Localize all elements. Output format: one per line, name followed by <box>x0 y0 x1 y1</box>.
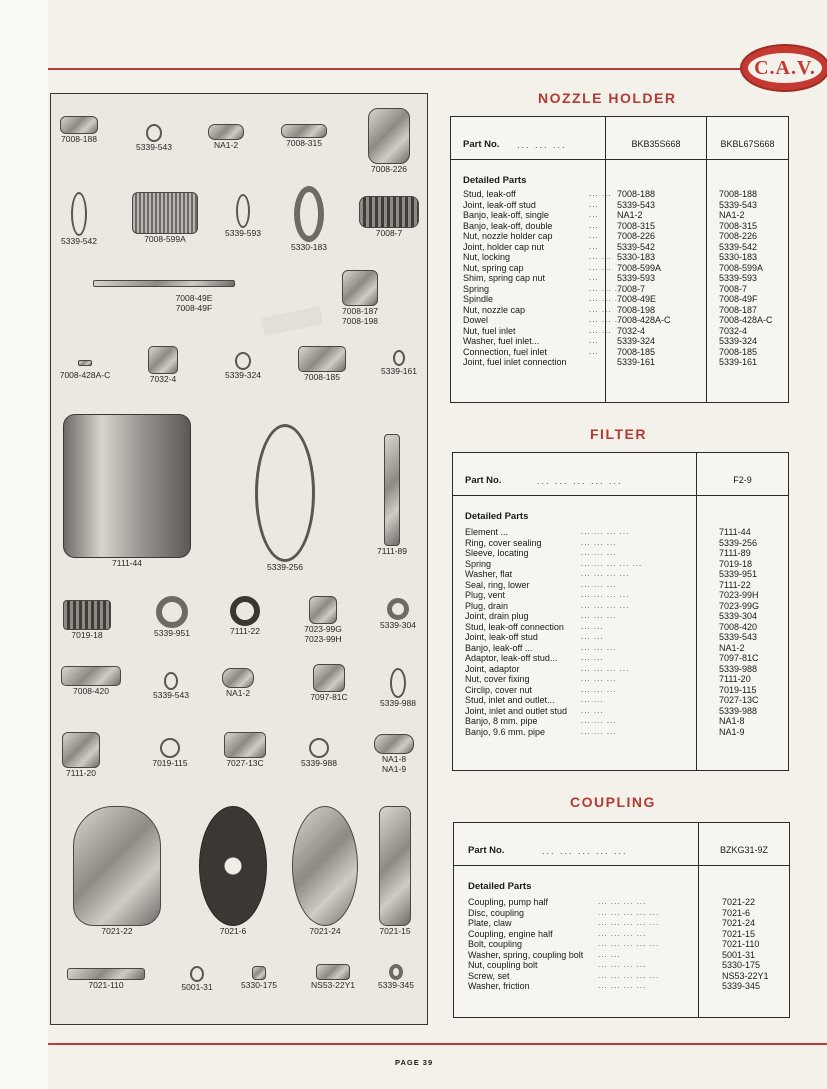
part-description: Joint, inlet and outlet stud <box>465 705 568 716</box>
part-number: 5339-324 <box>719 336 758 346</box>
part-description: Nut, spring cap <box>463 262 524 273</box>
part-description: Plate, claw <box>468 918 512 928</box>
part-number: 7008-599A <box>719 262 764 273</box>
leader-dots: ... <box>589 273 599 282</box>
table-row <box>463 210 785 221</box>
part-description: Washer, fuel inlet... <box>463 336 540 346</box>
part-photo: 5339-988 <box>293 738 345 768</box>
leader-dots: ... ... <box>589 262 612 272</box>
table-row <box>463 263 785 274</box>
part-photo: 7008-7 <box>357 196 421 238</box>
leader-dots: ... ... <box>581 705 604 715</box>
part-photo: 7111-22 <box>223 596 267 636</box>
part-number: 7032-4 <box>719 325 748 336</box>
part-photo: 5339-324 <box>219 352 267 380</box>
part-description: Nut, nozzle cap <box>463 304 526 315</box>
part-number: 7021-22 <box>722 897 756 907</box>
part-number: 5339-951 <box>719 569 758 579</box>
leader-dots: ... ... ... ... ... <box>542 846 628 856</box>
part-number: 5339-542 <box>617 241 656 252</box>
table-row <box>463 242 785 253</box>
table-row <box>468 939 786 950</box>
table-row <box>465 674 785 685</box>
leader-dots: ... ... ... ... <box>581 600 630 610</box>
part-description: Joint, drain plug <box>465 611 529 621</box>
nozzle-holder-title: NOZZLE HOLDER <box>538 90 677 106</box>
leader-dots: ... ... ... ... <box>598 928 647 938</box>
part-description: Bolt, coupling <box>468 939 523 949</box>
leader-dots: ... ... ... <box>589 283 625 293</box>
filter-canister-photo <box>63 414 191 558</box>
leader-dots: ... ... ... <box>581 726 617 736</box>
detailed-parts-label: Detailed Parts <box>468 881 532 892</box>
part-photo: 5339-161 <box>375 350 423 376</box>
part-description: Joint, holder cap nut <box>463 241 545 252</box>
table-row <box>465 706 785 717</box>
part-description: Banjo, leak-off ... <box>465 642 533 653</box>
leader-dots: ... ... <box>589 189 612 198</box>
part-description: Banjo, 9.6 mm. pipe <box>465 726 546 737</box>
table-row <box>463 200 785 211</box>
part-number: 7008-187 <box>719 304 758 315</box>
leader-dots: ... <box>589 210 599 219</box>
parts-photo-panel <box>50 93 428 1025</box>
leader-dots: ... ... ... ... <box>598 981 647 990</box>
leader-dots: ... ... ... ... <box>581 663 630 673</box>
table-row <box>463 252 785 263</box>
leader-dots: ... ... ... <box>581 642 617 652</box>
part-description: Banjo, leak-off, single <box>463 210 549 220</box>
part-photo: 7008-420 <box>59 666 123 696</box>
part-photo: 7008-315 <box>279 124 329 148</box>
part-description: Washer, flat <box>465 569 513 579</box>
part-photo: 7008-226 <box>363 108 415 174</box>
part-photo: NA1-2 <box>203 124 249 150</box>
part-number: 5001-31 <box>722 949 756 960</box>
part-photo: 7008-185 <box>295 346 349 382</box>
part-photo: 7019-115 <box>145 738 195 768</box>
part-number: 5339-304 <box>719 611 758 621</box>
part-description: Banjo, leak-off, double <box>463 220 553 231</box>
table-row <box>468 981 786 992</box>
part-number: 7019-18 <box>719 558 753 569</box>
filter-title: FILTER <box>590 426 647 442</box>
part-number: 7008-226 <box>617 231 656 241</box>
part-description: Screw, set <box>468 970 510 981</box>
part-number: 5339-593 <box>617 273 656 283</box>
table-row <box>465 643 785 654</box>
part-number: 7008-185 <box>719 346 758 357</box>
part-number: 7008-428A-C <box>617 315 671 325</box>
part-description: Nut, cover fixing <box>465 674 530 684</box>
part-description: Disc, coupling <box>468 907 525 918</box>
coupling-title: COUPLING <box>570 794 656 810</box>
nozzle-holder-rows <box>463 189 785 368</box>
part-number: 5339-543 <box>719 632 758 642</box>
part-description: Sleeve, locating <box>465 548 529 558</box>
part-number: 7008-7 <box>617 283 646 294</box>
part-number: 5339-543 <box>617 199 656 210</box>
leader-dots: ... ... ... <box>589 315 625 324</box>
top-rule <box>48 68 748 70</box>
table-row <box>463 284 785 295</box>
part-number: NA1-2 <box>719 642 745 653</box>
part-number: 7111-20 <box>719 674 751 684</box>
part-photo: 7021-6 <box>195 806 271 936</box>
part-number: 7008-428A-C <box>719 315 773 325</box>
table-row <box>468 929 786 940</box>
part-number: 7008-315 <box>617 220 656 231</box>
part-photo: 5339-951 <box>145 596 199 638</box>
part-description: Nut, coupling bolt <box>468 960 538 970</box>
leader-dots: ... <box>589 220 599 230</box>
part-photo: 7008-49E 7008-49F <box>89 280 239 313</box>
part-description: Adaptor, leak-off stud... <box>465 653 558 663</box>
part-photo: 7021-22 <box>67 806 167 936</box>
filter-table <box>452 452 789 771</box>
part-photo: 7008-188 <box>57 116 101 144</box>
part-description: Coupling, pump half <box>468 897 549 907</box>
part-photo: 7019-18 <box>59 600 115 640</box>
part-description: Nut, locking <box>463 252 511 262</box>
part-number: NA1-2 <box>617 210 643 220</box>
table-row <box>463 315 785 326</box>
leader-dots: ... ... ... ... ... <box>598 918 660 927</box>
detailed-parts-label: Detailed Parts <box>465 511 529 522</box>
part-photo: 7021-24 <box>289 806 361 936</box>
part-no-label: Part No. <box>463 139 500 150</box>
part-description: Spring <box>465 558 492 569</box>
leader-dots: ... ... ... <box>581 537 617 547</box>
table-row <box>465 569 785 580</box>
page-number: PAGE 39 <box>395 1058 434 1067</box>
table-row <box>468 897 786 908</box>
table-row <box>465 538 785 549</box>
part-photo: 5339-256 <box>247 424 323 572</box>
nozzle-holder-table <box>450 116 789 403</box>
part-number: 7008-599A <box>617 262 662 273</box>
part-photo: 5001-31 <box>173 966 221 992</box>
leader-dots: ... ... ... <box>581 611 617 620</box>
part-number: 5330-183 <box>719 252 758 262</box>
leader-dots: ... ... <box>589 325 612 335</box>
part-number: 7008-420 <box>719 621 758 632</box>
leader-dots: ... ... <box>589 252 612 261</box>
part-photo: 5339-543 <box>147 672 195 700</box>
table-row <box>468 971 786 982</box>
table-row <box>463 326 785 337</box>
leader-dots: ... ... ... ... <box>581 527 630 536</box>
part-description: Joint, leak-off stud <box>463 199 536 210</box>
part-number: 7021-24 <box>722 918 756 928</box>
table-row <box>468 960 786 971</box>
detailed-parts-label: Detailed Parts <box>463 175 527 186</box>
part-photo: 7008-599A <box>127 192 203 244</box>
leader-dots: ... <box>589 199 599 209</box>
table-row <box>465 685 785 696</box>
leader-dots: ... ... <box>581 621 604 631</box>
column-header: BKBL67S668 <box>720 139 775 149</box>
leader-dots: ... ... ... <box>581 674 617 683</box>
coupling-rows <box>468 897 786 992</box>
part-number: NA1-2 <box>719 210 745 220</box>
table-row <box>465 632 785 643</box>
coupling-table <box>453 822 790 1018</box>
part-description: Plug, vent <box>465 590 506 600</box>
part-description: Coupling, engine half <box>468 928 553 939</box>
table-row <box>463 231 785 242</box>
table-row <box>465 622 785 633</box>
filter-rows <box>465 527 785 737</box>
part-number: NA1-9 <box>719 726 745 737</box>
part-description: Dowel <box>463 315 489 325</box>
part-number: 5330-175 <box>722 960 761 970</box>
part-description: Element ... <box>465 527 509 537</box>
part-number: NS53-22Y1 <box>722 970 769 981</box>
part-photo: 7111-44 <box>59 414 195 568</box>
table-row <box>463 305 785 316</box>
part-description: Washer, friction <box>468 981 530 991</box>
part-photo: 5339-345 <box>371 964 421 990</box>
part-photo: 7008-428A-C <box>55 360 115 380</box>
part-description: Stud, leak-off connection <box>465 621 564 632</box>
part-number: 7008-198 <box>617 304 656 315</box>
part-number: 7032-4 <box>617 325 646 336</box>
leader-dots: ... ... ... ... ... <box>537 476 623 486</box>
table-row <box>465 559 785 570</box>
leader-dots: ... ... ... ... ... <box>598 907 660 917</box>
part-description: Circlip, cover nut <box>465 684 533 695</box>
part-photo: 5339-593 <box>219 194 267 238</box>
part-photo: 7111-89 <box>367 434 417 556</box>
part-photo: 7032-4 <box>143 346 183 384</box>
part-number: 7008-49E <box>617 294 657 304</box>
part-number: 7008-49F <box>719 294 758 304</box>
leader-dots: ... ... <box>581 632 604 641</box>
part-description: Banjo, 8 mm. pipe <box>465 716 538 726</box>
table-row <box>465 716 785 727</box>
table-row <box>465 601 785 612</box>
part-description: Nut, nozzle holder cap <box>463 231 553 241</box>
leader-dots: ... ... ... <box>517 140 567 150</box>
leader-dots: ... <box>589 231 599 240</box>
part-number: 7019-115 <box>719 684 757 695</box>
part-photo: 7023-99G 7023-99H <box>295 596 351 644</box>
part-number: 7021-15 <box>722 928 756 939</box>
part-photo: 7021-15 <box>371 806 419 936</box>
part-number: 7021-6 <box>722 907 751 918</box>
part-photo: 5339-304 <box>373 598 423 630</box>
part-number: 7023-99H <box>719 590 759 600</box>
leader-dots: ... ... ... ... <box>598 960 647 969</box>
part-number: 7021-110 <box>722 939 760 949</box>
part-description: Ring, cover sealing <box>465 537 542 548</box>
table-row <box>465 611 785 622</box>
part-description: Connection, fuel inlet <box>463 346 548 357</box>
leader-dots: ... ... ... <box>581 579 617 589</box>
part-no-label: Part No. <box>465 475 502 486</box>
table-row <box>463 357 785 368</box>
part-number: 7008-226 <box>719 231 758 241</box>
part-photo: NA1-8 NA1-9 <box>369 734 419 774</box>
part-number: 7027-13C <box>719 695 759 705</box>
table-row <box>468 908 786 919</box>
part-number: 7111-89 <box>719 548 751 558</box>
leader-dots: ... ... ... ... <box>581 569 630 578</box>
column-header: F2-9 <box>733 475 752 485</box>
part-photo: 7027-13C <box>217 732 273 768</box>
part-photo: 5330-175 <box>235 966 283 990</box>
table-row <box>463 273 785 284</box>
table-row <box>465 695 785 706</box>
column-header: BKB35S668 <box>631 139 681 149</box>
part-photo: 7097-81C <box>301 664 357 702</box>
table-row <box>463 294 785 305</box>
part-number: 7008-188 <box>719 189 758 199</box>
part-number: 5339-988 <box>719 705 758 716</box>
part-description: Stud, leak-off <box>463 189 516 199</box>
table-row <box>463 336 785 347</box>
part-number: 5339-161 <box>719 357 758 367</box>
leader-dots: ... ... ... <box>581 684 617 694</box>
part-description: Shim, spring cap nut <box>463 273 546 283</box>
leader-dots: ... ... ... <box>581 548 617 557</box>
part-number: NA1-8 <box>719 716 745 726</box>
leader-dots: ... ... <box>581 695 604 704</box>
part-number: 7111-22 <box>719 579 751 590</box>
leader-dots: ... ... ... ... <box>581 590 630 599</box>
leader-dots: ... ... ... <box>589 294 625 303</box>
part-description: Seal, ring, lower <box>465 579 530 590</box>
leader-dots: ... ... ... ... <box>598 897 647 906</box>
part-photo: 5339-988 <box>373 668 423 708</box>
leader-dots: ... <box>589 241 599 251</box>
part-number: 5339-324 <box>617 336 656 346</box>
leader-dots: ... ... ... ... ... <box>598 939 660 948</box>
cav-logo-text: C.A.V. <box>748 53 822 83</box>
table-row <box>465 580 785 591</box>
table-row <box>465 653 785 664</box>
part-photo: 7021-110 <box>65 968 147 990</box>
table-row <box>465 664 785 675</box>
leader-dots: ... ... <box>581 653 604 662</box>
table-row <box>468 918 786 929</box>
table-row <box>465 590 785 601</box>
table-row <box>465 548 785 559</box>
leader-dots: ... ... <box>598 949 621 959</box>
table-row <box>463 347 785 358</box>
part-photo: NS53-22Y1 <box>305 964 361 990</box>
leader-dots: ... ... <box>589 304 612 314</box>
part-description: Stud, inlet and outlet... <box>465 695 555 705</box>
part-no-label: Part No. <box>468 845 505 856</box>
part-number: 5339-161 <box>617 357 656 367</box>
part-description: Spring <box>463 283 490 294</box>
leader-dots: ... ... ... <box>581 716 617 725</box>
part-number: 5339-593 <box>719 273 758 283</box>
leader-dots: ... <box>589 336 599 345</box>
part-description: Joint, adaptor <box>465 663 520 674</box>
part-number: 5339-543 <box>719 199 758 210</box>
table-row <box>465 527 785 538</box>
column-header: BZKG31-9Z <box>719 845 768 855</box>
part-number: 5339-256 <box>719 537 758 548</box>
page-margin <box>0 0 48 1089</box>
part-number: 7008-185 <box>617 346 656 357</box>
part-number: 5339-345 <box>722 981 761 991</box>
part-photo: 7111-20 <box>57 732 105 778</box>
part-photo: 5339-543 <box>129 124 179 152</box>
part-number: 7008-188 <box>617 189 656 199</box>
leader-dots: ... <box>589 346 599 356</box>
part-description: Spindle <box>463 294 494 304</box>
part-number: 5339-542 <box>719 241 758 252</box>
part-description: Joint, fuel inlet connection <box>463 357 567 367</box>
part-description: Joint, leak-off stud <box>465 632 538 642</box>
leader-dots: ... ... ... ... ... <box>598 970 660 980</box>
table-row <box>468 950 786 961</box>
part-number: 5339-988 <box>719 663 758 674</box>
part-number: 5330-183 <box>617 252 656 262</box>
part-number: 7008-315 <box>719 220 758 231</box>
part-number: 7097-81C <box>719 653 759 663</box>
part-photo: 5339-542 <box>57 192 101 246</box>
leader-dots: ... ... ... ... ... <box>581 558 643 568</box>
table-row <box>465 727 785 738</box>
part-number: 7111-44 <box>719 527 751 537</box>
part-photo: 5330-183 <box>285 186 333 252</box>
part-description: Plug, drain <box>465 600 509 611</box>
part-description: Nut, fuel inlet <box>463 325 516 336</box>
table-row <box>463 221 785 232</box>
table-row <box>463 189 785 200</box>
part-description: Washer, spring, coupling bolt <box>468 949 584 960</box>
part-photo: NA1-2 <box>217 668 259 698</box>
part-number: 7008-7 <box>719 283 748 294</box>
cav-logo <box>740 44 827 92</box>
part-number: 7023-99G <box>719 600 760 611</box>
bottom-rule <box>48 1043 827 1045</box>
part-photo: 7008-187 7008-198 <box>331 270 389 326</box>
